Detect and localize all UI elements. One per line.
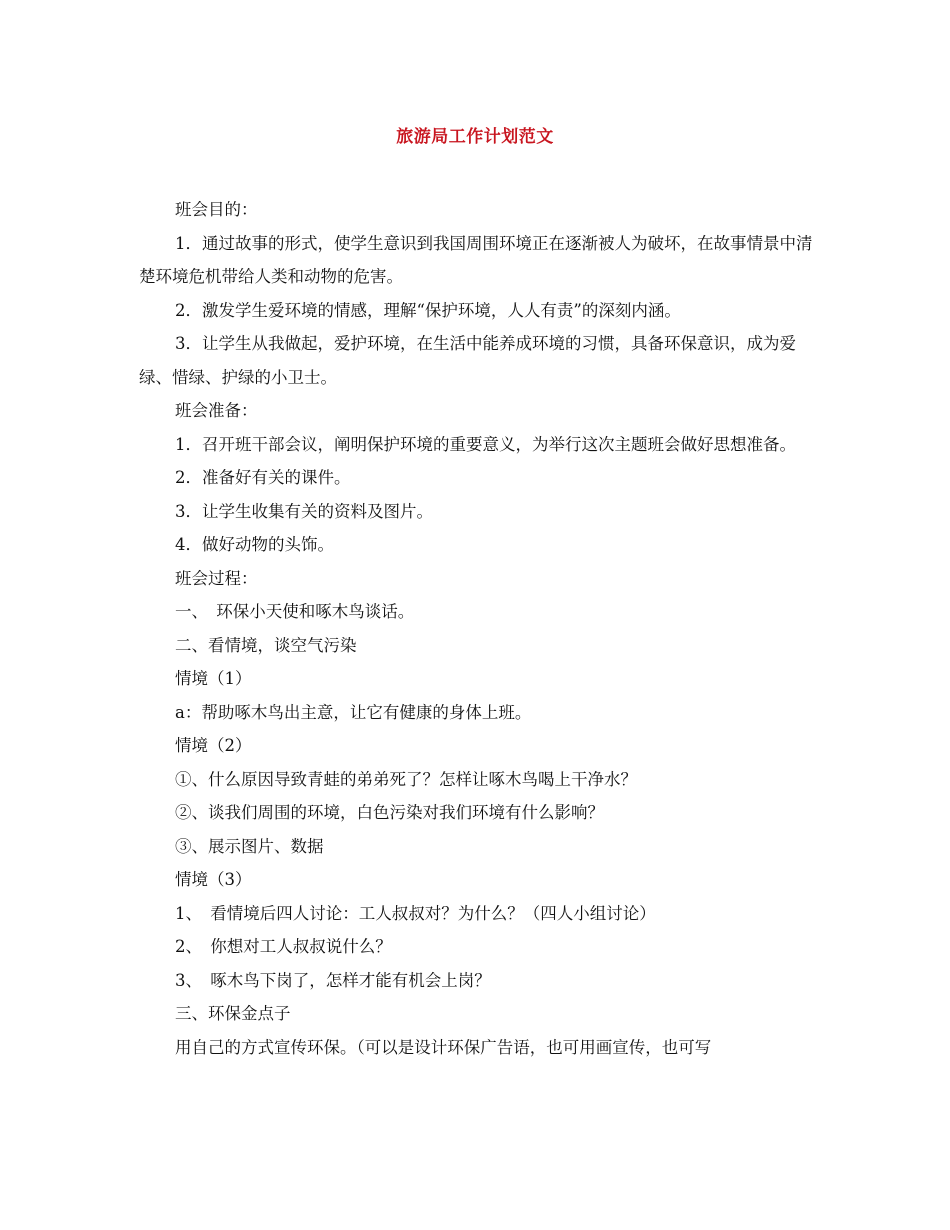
scenario-2-item-3: ③、展示图片、数据	[175, 836, 324, 856]
preparation-item-3: 3．让学生收集有关的资料及图片。	[175, 501, 433, 521]
section-heading-preparation: 班会准备：	[175, 401, 258, 420]
preparation-item-4: 4．做好动物的头饰。	[175, 535, 334, 554]
scenario-2-item-1: ①、什么原因导致青蛙的弟弟死了？怎样让啄木鸟喝上干净水？	[175, 769, 637, 789]
preparation-item-1: 1．召开班干部会议，阐明保护环境的重要意义，为举行这次主题班会做好思想准备。	[175, 434, 796, 454]
document-body	[139, 193, 819, 1064]
preparation-item-2: 2．准备好有关的课件。	[175, 468, 351, 487]
process-step-3-detail: 用自己的方式宣传环保。（可以是设计环保广告语，也可用画宣传，也可写	[175, 1037, 712, 1057]
document-title: 旅游局工作计划范文	[396, 127, 554, 147]
scenario-2-item-2: ②、谈我们周围的环境，白色污染对我们环境有什么影响？	[175, 803, 604, 822]
scenario-3-heading: 情境（3）	[175, 870, 252, 889]
objective-item-1: 1．通过故事的形式，使学生意识到我国周围环境正在逐渐被人为破坏，在故事情景中清楚环境危机带给人类和动物的危害。	[139, 233, 813, 286]
scenario-2-heading: 情境（2）	[175, 736, 252, 755]
objective-item-2: 2．激发学生爱环境的情感，理解“保护环境，人人有责”的深刻内涵。	[175, 300, 681, 320]
process-step-1: 一、 环保小天使和啄木鸟谈话。	[175, 602, 415, 621]
section-heading-objectives: 班会目的：	[175, 200, 258, 219]
scenario-3-item-2: 2、 你想对工人叔叔说什么？	[175, 937, 392, 956]
objective-item-3: 3．让学生从我做起，爱护环境，在生活中能养成环境的习惯，具备环保意识，成为爱绿、惜绿、护绿的小卫士。	[139, 334, 796, 387]
scenario-3-item-3: 3、 啄木鸟下岗了，怎样才能有机会上岗？	[175, 970, 491, 990]
section-heading-process: 班会过程：	[175, 568, 258, 588]
scenario-3-item-1: 1、 看情境后四人讨论：工人叔叔对？为什么？（四人小组讨论）	[175, 903, 656, 923]
process-step-2: 二、看情境，谈空气污染	[175, 635, 357, 655]
process-step-3: 三、环保金点子	[175, 1004, 291, 1023]
scenario-1-heading: 情境（1）	[175, 669, 252, 688]
scenario-1-item-a: a：帮助啄木鸟出主意，让它有健康的身体上班。	[175, 702, 532, 722]
